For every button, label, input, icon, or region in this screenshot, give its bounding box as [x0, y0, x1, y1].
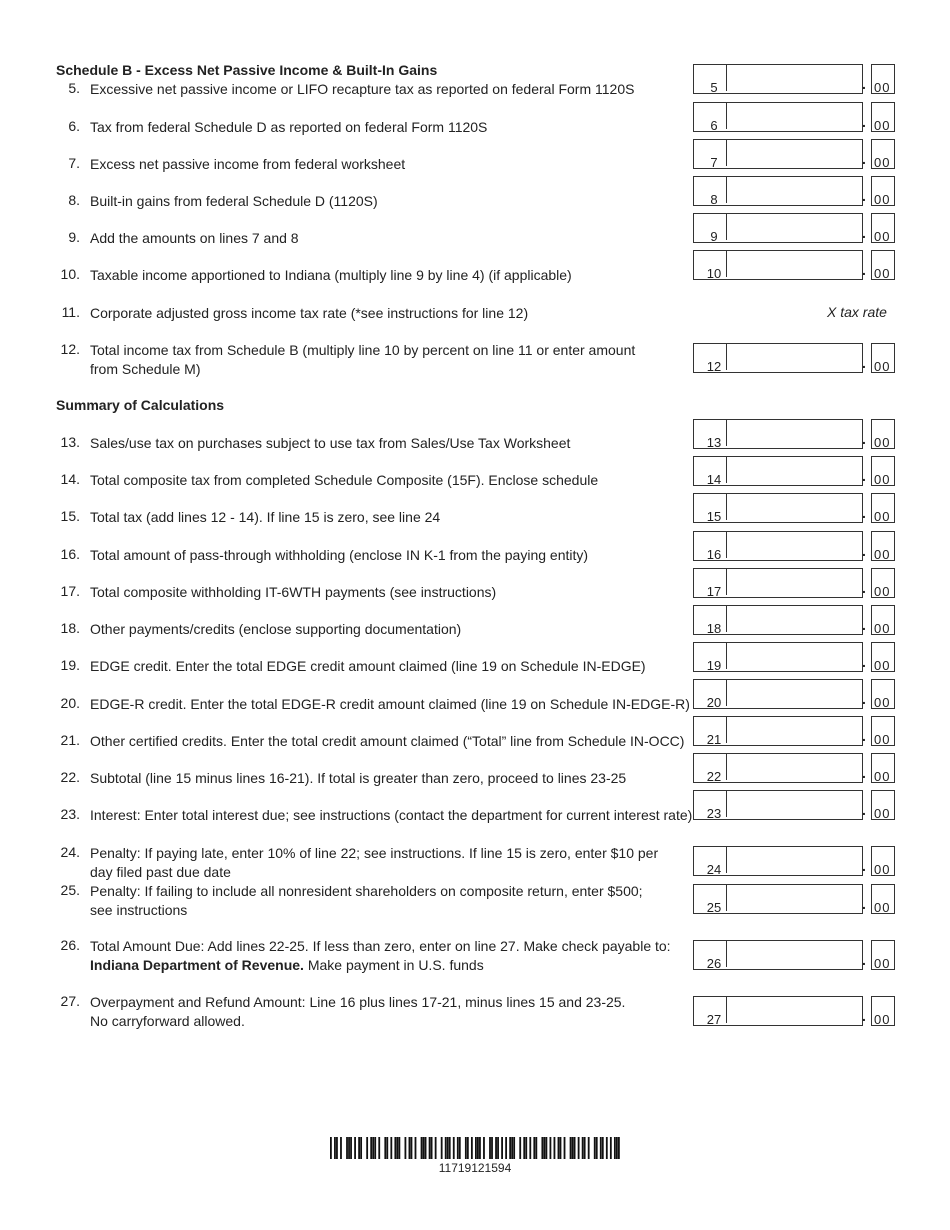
line-number: 21. [60, 732, 80, 748]
line-box-label [694, 717, 727, 747]
line-number: 19. [60, 657, 80, 673]
cents-value: 00 [874, 769, 891, 784]
cents-value: 00 [874, 956, 891, 971]
barcode-icon [330, 1137, 620, 1159]
line-text: Total composite withholding IT-6WTH payments (see instructions) [90, 584, 497, 600]
amount-field-line-20[interactable] [693, 679, 863, 709]
decimal-point: . [862, 151, 866, 167]
cents-value: 00 [874, 806, 891, 821]
line-box-label [694, 680, 727, 710]
amount-field-line-7[interactable] [693, 139, 863, 169]
amount-field-line-19[interactable] [693, 642, 863, 672]
line-box-number: 7 [710, 155, 718, 170]
line-text: Tax from federal Schedule D as reported on federal Form 1120S [90, 119, 488, 135]
line-box-label [694, 569, 727, 599]
line-text: Built-in gains from federal Schedule D (1120S) [90, 193, 378, 209]
line-text-part: see instructions [90, 902, 188, 918]
decimal-point: . [862, 431, 866, 447]
line-number: 16. [60, 546, 80, 562]
line-box-number: 16 [706, 547, 722, 562]
cents-field-line-5[interactable] [871, 64, 895, 94]
line-text-bold: Indiana Department of Revenue. [90, 957, 304, 973]
line-box-number: 27 [706, 1012, 722, 1027]
cents-field-line-18[interactable] [871, 605, 895, 635]
amount-field-line-5[interactable] [693, 64, 863, 94]
decimal-point: . [862, 505, 866, 521]
line-number: 22. [60, 769, 80, 785]
line-box-label [694, 532, 727, 562]
line-text-continued [90, 360, 635, 379]
cents-field-line-23[interactable] [871, 790, 895, 820]
line-text: Other payments/credits (enclose supporting documentation) [90, 621, 462, 637]
cents-field-line-17[interactable] [871, 568, 895, 598]
amount-field-line-12[interactable] [693, 343, 863, 373]
line-box-number: 18 [706, 621, 722, 636]
line-box-label [694, 140, 727, 170]
decimal-point: . [862, 76, 866, 92]
amount-field-line-10[interactable] [693, 250, 863, 280]
line-text: Penalty: If failing to include all nonresident shareholders on composite return, enter $500; [90, 883, 643, 899]
cents-field-line-24[interactable] [871, 846, 895, 876]
decimal-point: . [862, 114, 866, 130]
schedule-b-heading: Schedule B - Excess Net Passive Income & Built-In Gains [56, 62, 438, 78]
barcode-number: 11719121594 [438, 1161, 512, 1175]
line-text: Total Amount Due: Add lines 22-25. If less than zero, enter on line 27. Make check payable to: [90, 938, 671, 954]
cents-value: 00 [874, 472, 891, 487]
line-number: 14. [60, 471, 80, 487]
line-number: 13. [60, 434, 80, 450]
line-box-label [694, 420, 727, 450]
line-text-continued [90, 1012, 625, 1031]
decimal-point: . [862, 858, 866, 874]
cents-field-line-8[interactable] [871, 176, 895, 206]
line-number: 24. [60, 844, 80, 860]
cents-value: 00 [874, 584, 891, 599]
line-text: Other certified credits. Enter the total credit amount claimed (“Total” line from Schedule IN-OCC) [90, 733, 685, 749]
cents-value: 00 [874, 547, 891, 562]
line-text-part: day filed past due date [90, 864, 231, 880]
line-number: 18. [60, 620, 80, 636]
line-number: 15. [60, 508, 80, 524]
decimal-point: . [862, 225, 866, 241]
cents-field-line-6[interactable] [871, 102, 895, 132]
decimal-point: . [862, 188, 866, 204]
line-text: Sales/use tax on purchases subject to use tax from Sales/Use Tax Worksheet [90, 435, 571, 451]
cents-value: 00 [874, 658, 891, 673]
line-description [90, 508, 440, 527]
line-description [90, 304, 528, 323]
line-text: EDGE credit. Enter the total EDGE credit amount claimed (line 19 on Schedule IN-EDGE) [90, 658, 646, 674]
amount-field-line-22[interactable] [693, 753, 863, 783]
cents-field-line-12[interactable] [871, 343, 895, 373]
line-box-label [694, 606, 727, 636]
amount-field-line-18[interactable] [693, 605, 863, 635]
line-box-number: 22 [706, 769, 722, 784]
amount-field-line-9[interactable] [693, 213, 863, 243]
line-description [90, 192, 378, 211]
line-text: Overpayment and Refund Amount: Line 16 plus lines 17-21, minus lines 15 and 23-25. [90, 994, 626, 1010]
line-description [90, 229, 299, 248]
amount-field-line-25[interactable] [693, 884, 863, 914]
line-number: 10. [60, 266, 80, 282]
amount-field-line-27[interactable] [693, 996, 863, 1026]
decimal-point: . [862, 1008, 866, 1024]
line-text: Add the amounts on lines 7 and 8 [90, 230, 299, 246]
decimal-point: . [862, 543, 866, 559]
decimal-point: . [862, 355, 866, 371]
line-number: 8. [68, 192, 80, 208]
line-description [90, 937, 671, 975]
line-description [90, 844, 658, 882]
cents-value: 00 [874, 621, 891, 636]
line-number: 6. [68, 118, 80, 134]
line-text: Total income tax from Schedule B (multiply line 10 by percent on line 11 or enter amount [90, 342, 636, 358]
amount-field-line-8[interactable] [693, 176, 863, 206]
cents-value: 00 [874, 862, 891, 877]
line-number: 23. [60, 806, 80, 822]
line-number: 20. [60, 695, 80, 711]
decimal-point: . [862, 765, 866, 781]
line-text: Total composite tax from completed Schedule Composite (15F). Enclose schedule [90, 472, 599, 488]
cents-field-line-20[interactable] [871, 679, 895, 709]
amount-field-line-6[interactable] [693, 102, 863, 132]
cents-field-line-13[interactable] [871, 419, 895, 449]
amount-field-line-14[interactable] [693, 456, 863, 486]
line-box-label [694, 457, 727, 487]
line-box-label [694, 997, 727, 1027]
cents-field-line-21[interactable] [871, 716, 895, 746]
cents-field-line-10[interactable] [871, 250, 895, 280]
line-text: EDGE-R credit. Enter the total EDGE-R credit amount claimed (line 19 on Schedule IN-EDGE-R) [90, 696, 690, 712]
line-box-number: 6 [710, 118, 718, 133]
line-box-number: 12 [706, 359, 722, 374]
line-number: 11. [61, 304, 80, 320]
line-box-number: 8 [710, 192, 718, 207]
line-box-label [694, 941, 727, 971]
line-box-label [694, 847, 727, 877]
line-box-number: 9 [710, 229, 718, 244]
line-description [90, 695, 690, 714]
cents-value: 00 [874, 266, 891, 281]
decimal-point: . [862, 262, 866, 278]
cents-value: 00 [874, 192, 891, 207]
cents-field-line-26[interactable] [871, 940, 895, 970]
cents-field-line-25[interactable] [871, 884, 895, 914]
line-description [90, 583, 496, 602]
cents-value: 00 [874, 732, 891, 747]
cents-value: 00 [874, 155, 891, 170]
line-text-continued [90, 901, 643, 920]
line-box-number: 23 [706, 806, 722, 821]
decimal-point: . [862, 617, 866, 633]
cents-value: 00 [874, 229, 891, 244]
line-description [90, 341, 635, 379]
amount-field-line-17[interactable] [693, 568, 863, 598]
line-box-label [694, 754, 727, 784]
line-description [90, 620, 461, 639]
line-text: Total tax (add lines 12 - 14). If line 15 is zero, see line 24 [90, 509, 441, 525]
decimal-point: . [862, 952, 866, 968]
line-number: 9. [68, 229, 80, 245]
line-box-number: 24 [706, 862, 722, 877]
line-box-label [694, 214, 727, 244]
line-number: 7. [68, 155, 80, 171]
decimal-point: . [862, 896, 866, 912]
line-text-continued [90, 863, 658, 882]
line-description [90, 993, 625, 1031]
line-text-part: Make payment in U.S. funds [307, 957, 484, 973]
cents-value: 00 [874, 359, 891, 374]
line-description [90, 118, 487, 137]
decimal-point: . [862, 802, 866, 818]
cents-field-line-15[interactable] [871, 493, 895, 523]
line-number: 26. [60, 937, 80, 953]
cents-field-line-7[interactable] [871, 139, 895, 169]
amount-field-line-16[interactable] [693, 531, 863, 561]
line-box-number: 5 [710, 80, 718, 95]
line-description [90, 80, 634, 99]
line-box-number: 14 [706, 472, 722, 487]
summary-heading: Summary of Calculations [56, 397, 225, 413]
cents-field-line-19[interactable] [871, 642, 895, 672]
cents-value: 00 [874, 80, 891, 95]
cents-value: 00 [874, 1012, 891, 1027]
line-description [90, 882, 643, 920]
line-description [90, 769, 626, 788]
line-text-part: from Schedule M) [90, 361, 201, 377]
line-box-number: 13 [706, 435, 722, 450]
line-box-label [694, 177, 727, 207]
line-box-label [694, 344, 727, 374]
line-box-number: 25 [706, 900, 722, 915]
line-description [90, 434, 570, 453]
line-text: Subtotal (line 15 minus lines 16-21). If total is greater than zero, proceed to lines 23-25 [90, 770, 627, 786]
line-description [90, 732, 684, 751]
decimal-point: . [862, 691, 866, 707]
line-description [90, 546, 588, 565]
line-box-number: 10 [706, 266, 722, 281]
cents-value: 00 [874, 509, 891, 524]
amount-field-line-13[interactable] [693, 419, 863, 449]
line-box-number: 17 [706, 584, 722, 599]
line-number: 25. [60, 882, 80, 898]
line-text-continued [90, 956, 671, 975]
line-box-number: 21 [706, 732, 722, 747]
decimal-point: . [862, 654, 866, 670]
cents-field-line-9[interactable] [871, 213, 895, 243]
line-box-number: 26 [706, 956, 722, 971]
line-text: Excessive net passive income or LIFO recapture tax as reported on federal Form 1120S [90, 81, 635, 97]
line-box-number: 20 [706, 695, 722, 710]
decimal-point: . [862, 468, 866, 484]
decimal-point: . [862, 728, 866, 744]
cents-value: 00 [874, 900, 891, 915]
line-text: Corporate adjusted gross income tax rate (*see instructions for line 12) [90, 305, 529, 321]
line-text: Excess net passive income from federal worksheet [90, 156, 406, 172]
line-box-number: 15 [706, 509, 722, 524]
amount-field-line-26[interactable] [693, 940, 863, 970]
line-description [90, 266, 572, 285]
line-number: 27. [60, 993, 80, 1009]
cents-field-line-14[interactable] [871, 456, 895, 486]
line-box-label [694, 251, 727, 281]
line-box-label [694, 791, 727, 821]
line-box-label [694, 65, 727, 95]
line-description [90, 806, 692, 825]
line-box-label [694, 103, 727, 133]
cents-value: 00 [874, 695, 891, 710]
line-box-number: 19 [706, 658, 722, 673]
amount-field-line-21[interactable] [693, 716, 863, 746]
line-box-label [694, 885, 727, 915]
line-description [90, 155, 405, 174]
line-text: Total amount of pass-through withholding (enclose IN K-1 from the paying entity) [90, 547, 589, 563]
cents-field-line-27[interactable] [871, 996, 895, 1026]
line-description [90, 657, 646, 676]
line-number: 12. [60, 341, 80, 357]
decimal-point: . [862, 580, 866, 596]
tax-rate-label: X tax rate [827, 304, 887, 320]
amount-field-line-24[interactable] [693, 846, 863, 876]
line-number: 17. [60, 583, 80, 599]
line-number: 5. [68, 80, 80, 96]
line-text-part: No carryforward allowed. [90, 1013, 245, 1029]
line-text: Interest: Enter total interest due; see instructions (contact the department for current interest rate) [90, 807, 693, 823]
cents-field-line-16[interactable] [871, 531, 895, 561]
cents-value: 00 [874, 435, 891, 450]
line-box-label [694, 643, 727, 673]
line-text: Penalty: If paying late, enter 10% of line 22; see instructions. If line 15 is zero, enter $10 per [90, 845, 659, 861]
line-description [90, 471, 598, 490]
line-text: Taxable income apportioned to Indiana (multiply line 9 by line 4) (if applicable) [90, 267, 572, 283]
cents-field-line-22[interactable] [871, 753, 895, 783]
cents-value: 00 [874, 118, 891, 133]
amount-field-line-23[interactable] [693, 790, 863, 820]
line-box-label [694, 494, 727, 524]
amount-field-line-15[interactable] [693, 493, 863, 523]
